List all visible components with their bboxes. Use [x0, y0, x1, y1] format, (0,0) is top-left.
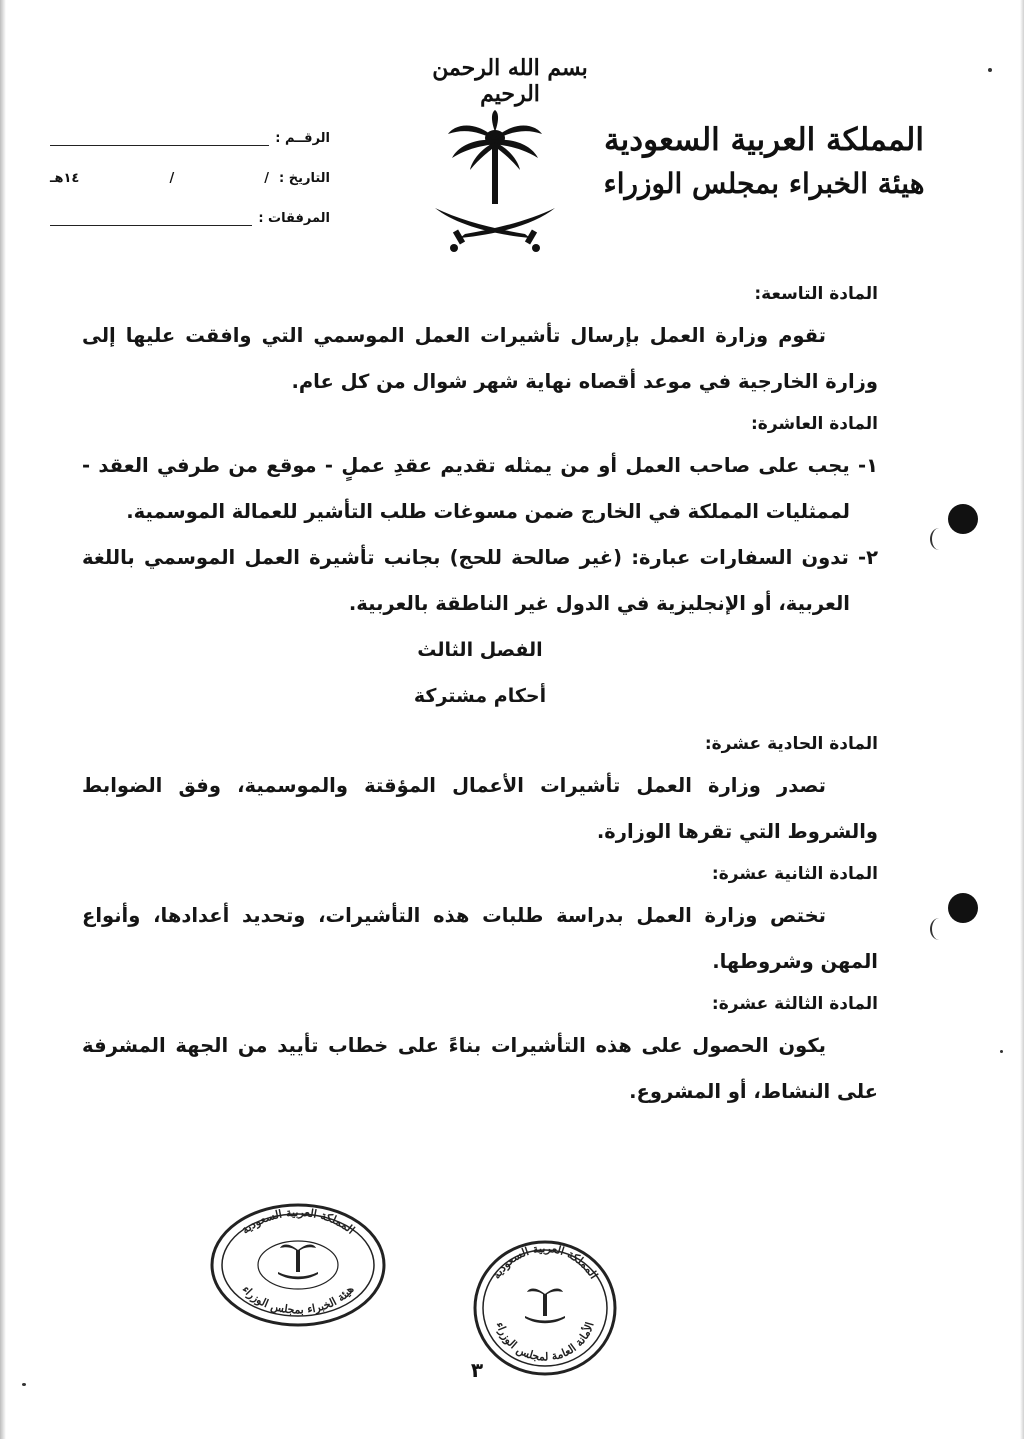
scan-edge-right: [1020, 0, 1024, 1439]
article-11-title: المادة الحادية عشرة:: [704, 734, 878, 754]
date-year: ١٤هـ: [50, 170, 80, 186]
article-9-text: تقوم وزارة العمل بإرسال تأشيرات العمل الموسمي التي وافقت عليها إلى وزارة الخارجية في موعد أقصاه نهاية شهر شوال من كل عام.: [82, 324, 878, 393]
punch-hole-mark: [930, 918, 948, 940]
article-10-title: المادة العاشرة:: [751, 414, 878, 434]
general-secretariat-seal-stamp: [470, 1238, 620, 1378]
punch-hole-mark: [930, 528, 948, 550]
punch-hole-icon: [948, 504, 978, 534]
attachments-row: [50, 198, 330, 238]
seal-2-top-text: المملكة العربية السعودية: [489, 1241, 601, 1282]
letterhead-right: [599, 118, 929, 206]
article-13-title: المادة الثالثة عشرة:: [711, 994, 878, 1014]
punch-hole-icon: [948, 893, 978, 923]
letterhead-left: [50, 118, 330, 238]
date-row: [50, 158, 330, 198]
reference-label: الرقــم :: [275, 130, 330, 146]
seal-2-bottom-text: الأمانة العامة لمجلس الوزراء: [493, 1320, 597, 1364]
date-separator: /: [169, 170, 175, 186]
authority-name: هيئة الخبراء بمجلس الوزراء: [603, 167, 925, 200]
date-fields: [50, 171, 279, 186]
scan-edge-left: [0, 0, 6, 1439]
chapter-title: الفصل الثالث: [417, 639, 543, 661]
reference-row: [50, 118, 330, 158]
reference-line: [50, 131, 269, 146]
chapter-subtitle: أحكام مشتركة: [413, 685, 547, 707]
article-9-title: المادة التاسعة:: [754, 284, 878, 304]
article-11-text: تصدر وزارة العمل تأشيرات الأعمال المؤقتة والموسمية، وفق الضوابط والشروط التي تقرها الوزارة.: [82, 774, 878, 843]
document-body: [82, 275, 878, 1115]
scan-speck: [22, 1383, 26, 1386]
attachments-label: المرفقات :: [258, 210, 330, 226]
authority-seal-stamp: [208, 1200, 388, 1330]
article-10-item-1: ١- يجب على صاحب العمل أو من يمثله تقديم عقدِ عملٍ - موقع من طرفي العقد - لممثليات المملكة في الخارج ضمن مسوغات طلب التأشير للعمالة الموسمية.: [82, 454, 878, 523]
attachments-line: [50, 211, 252, 226]
article-12-text: تختص وزارة العمل بدراسة طلبات هذه التأشيرات، وتحديد أعدادها، وأنواع المهن وشروطها.: [82, 904, 878, 973]
date-separator: /: [264, 170, 270, 186]
seal-1-top-text: المملكة العربية السعودية: [238, 1205, 358, 1237]
page-number: ٣: [470, 1358, 484, 1382]
kingdom-name: المملكة العربية السعودية: [604, 122, 924, 158]
article-13-text: يكون الحصول على هذه التأشيرات بناءً على خطاب تأييد من الجهة المشرفة على النشاط، أو المشروع.: [82, 1034, 878, 1103]
scan-speck: [988, 68, 992, 72]
basmala: بسم الله الرحمن الرحيم: [432, 55, 588, 107]
article-12-title: المادة الثانية عشرة:: [711, 864, 878, 884]
seal-1-bottom-text: هيئة الخبراء بمجلس الوزراء: [239, 1283, 357, 1317]
date-label: التاريخ :: [279, 170, 330, 186]
article-10-item-2: ٢- تدون السفارات عبارة: (غير صالحة للحج) بجانب تأشيرة العمل الموسمي باللغة العربية، أو الإنجليزية في الدول غير الناطقة بالعربية.: [82, 546, 878, 615]
scan-speck: [1000, 1050, 1003, 1053]
palm-swords-emblem-icon: [430, 110, 560, 260]
